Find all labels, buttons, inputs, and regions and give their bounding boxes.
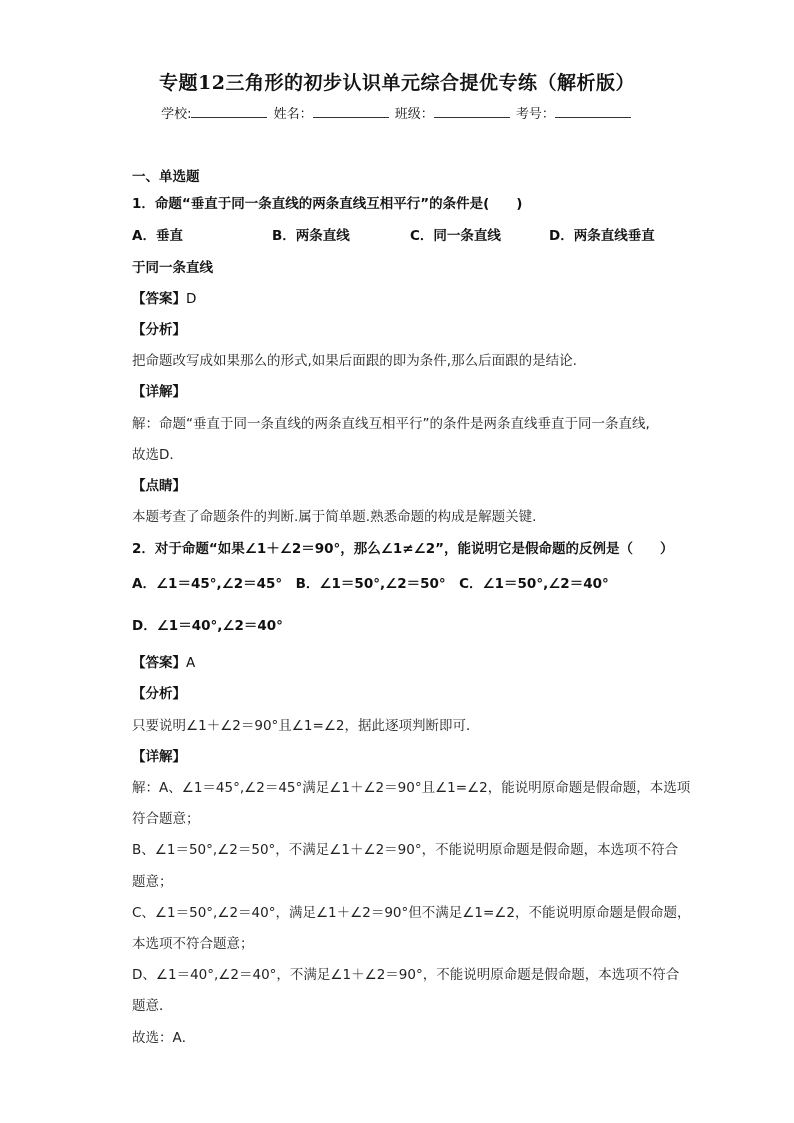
q1-comment: 本题考查了命题条件的判断.属于简单题.熟悉命题的构成是解题关键. xyxy=(132,509,537,525)
q2-option-d: D．∠1＝40°,∠2＝40° xyxy=(132,618,283,634)
class-label: 班级： xyxy=(394,107,434,122)
q2-detail-7: D、∠1＝40°,∠2＝40°，不满足∠1＋∠2＝90°，不能说明原命题是假命题，本选项不符合 xyxy=(132,967,680,983)
exam-no-label: 考号： xyxy=(515,107,555,122)
q1-detail-2: 故选D. xyxy=(132,447,174,463)
q1-analysis-tag: 【分析】 xyxy=(132,322,186,338)
q2-answer-tag: 【答案】 xyxy=(132,655,186,671)
q2-detail-6: 本选项不符合题意； xyxy=(132,936,254,952)
q2-options-abc: A．∠1＝45°,∠2＝45° B．∠1＝50°,∠2＝50° C．∠1＝50°,∠2＝40° xyxy=(132,576,609,592)
q1-option-d: D．两条直线垂直 xyxy=(549,228,655,244)
q1-detail-1: 解：命题“垂直于同一条直线的两条直线互相平行”的条件是两条直线垂直于同一条直线, xyxy=(132,416,650,432)
q1-option-b: B．两条直线 xyxy=(272,228,350,244)
q1-option-c: C．同一条直线 xyxy=(410,228,501,244)
q2-detail-tag: 【详解】 xyxy=(132,749,186,765)
q1-detail-tag: 【详解】 xyxy=(132,384,186,400)
page-title: 专题12三角形的初步认识单元综合提优专练（解析版） xyxy=(159,72,635,94)
q1-option-a: A．垂直 xyxy=(132,228,183,244)
q1-stem: 1．命题“垂直于同一条直线的两条直线互相平行”的条件是( ) xyxy=(132,196,523,212)
q1-analysis: 把命题改写成如果那么的形式,如果后面跟的即为条件,那么后面跟的是结论. xyxy=(132,353,577,369)
q1-comment-tag: 【点睛】 xyxy=(132,478,186,494)
q1-option-d-cont: 于同一条直线 xyxy=(132,260,213,276)
q2-answer xyxy=(132,651,195,671)
q2-detail-3: B、∠1＝50°,∠2＝50°，不满足∠1＋∠2＝90°，不能说明原命题是假命题，本选项不符合 xyxy=(132,842,679,858)
q2-analysis-tag: 【分析】 xyxy=(132,686,186,702)
q2-stem: 2．对于命题“如果∠1＋∠2＝90°，那么∠1≠∠2”，能说明它是假命题的反例是（ ） xyxy=(132,541,674,557)
school-label: 学校: xyxy=(161,107,192,122)
section-heading: 一、单选题 xyxy=(132,169,200,185)
q1-answer-tag: 【答案】 xyxy=(132,291,186,307)
class-blank[interactable] xyxy=(434,105,510,118)
name-label: 姓名： xyxy=(273,107,313,122)
q2-detail-8: 题意． xyxy=(132,998,173,1014)
q2-detail-4: 题意； xyxy=(132,874,173,890)
q2-detail-9: 故选：A． xyxy=(132,1030,196,1046)
q2-detail-2: 符合题意； xyxy=(132,811,200,827)
q1-answer xyxy=(132,287,196,307)
exam-no-blank[interactable] xyxy=(555,105,631,118)
q1-answer-value: D xyxy=(186,291,197,307)
name-blank[interactable] xyxy=(313,105,389,118)
school-blank[interactable] xyxy=(191,105,267,118)
q2-answer-value: A xyxy=(186,655,196,671)
student-info-line xyxy=(0,103,794,122)
q2-analysis: 只要说明∠1＋∠2＝90°且∠1=∠2，据此逐项判断即可． xyxy=(132,718,480,734)
q2-detail-1: 解：A、∠1＝45°,∠2＝45°满足∠1＋∠2＝90°且∠1=∠2，能说明原命题是假命题，本选项 xyxy=(132,780,691,796)
q2-detail-5: C、∠1＝50°,∠2＝40°，满足∠1＋∠2＝90°但不满足∠1=∠2，不能说明原命题是假命题， xyxy=(132,905,691,921)
